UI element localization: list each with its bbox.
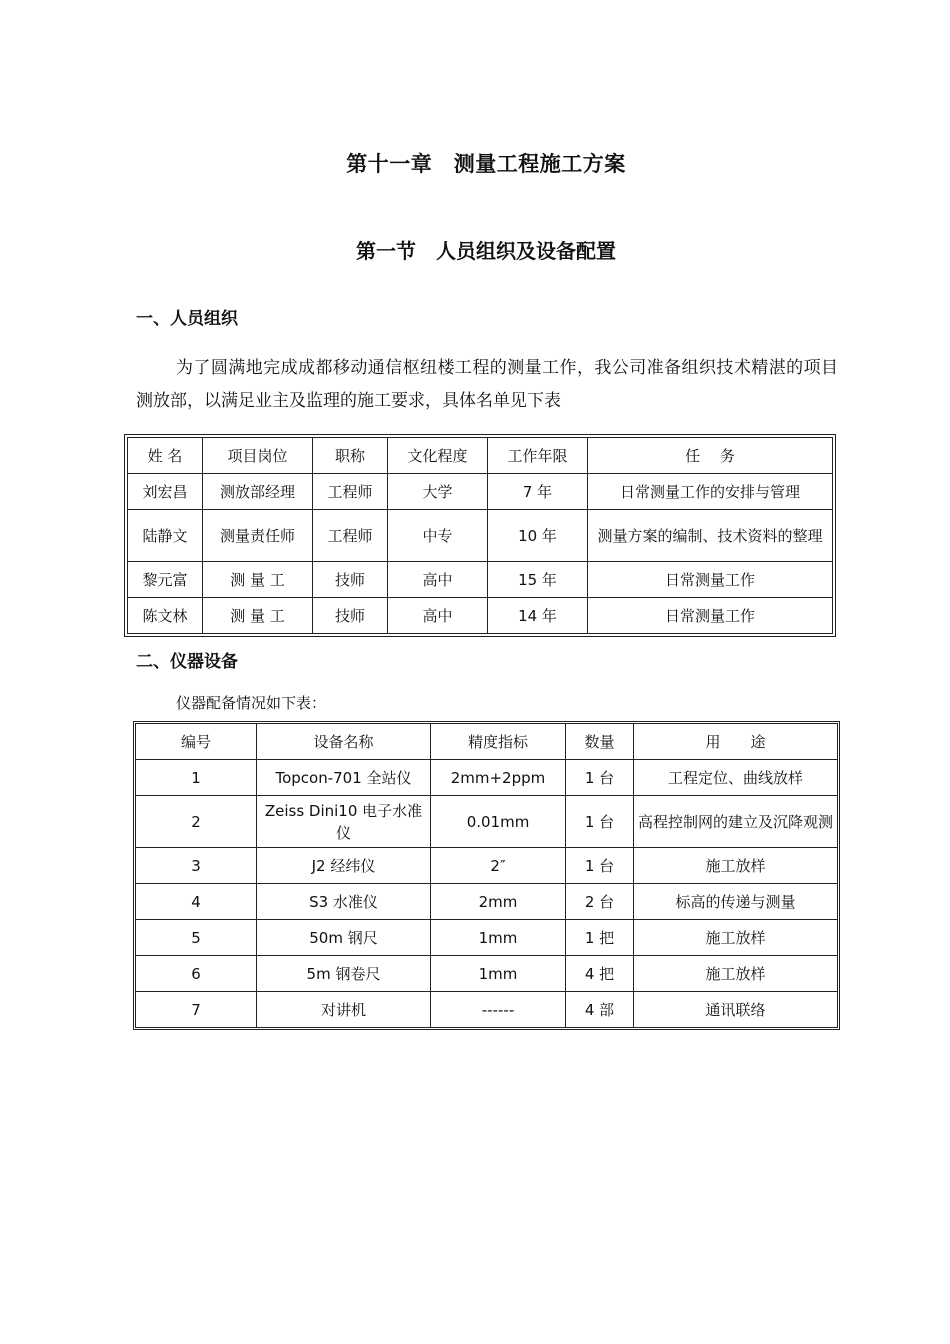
- equipment-note: 仪器配备情况如下表：: [176, 694, 327, 712]
- cell-precision: 1mm: [431, 920, 566, 956]
- personnel-paragraph: 为了圆满地完成成都移动通信枢纽楼工程的测量工作，我公司准备组织技术精湛的项目测放部，以满足业主及监理的施工要求，具体名单见下表: [136, 358, 838, 411]
- cell-title: 技师: [313, 598, 388, 634]
- header-usage: 用 途: [634, 724, 838, 760]
- header-title: 职称: [313, 438, 388, 474]
- cell-usage: 通讯联络: [634, 992, 838, 1028]
- cell-years: 7 年: [488, 474, 588, 510]
- staff-header-row: [128, 438, 833, 474]
- header-equipment-name: 设备名称: [257, 724, 431, 760]
- table-row: [128, 474, 833, 510]
- cell-education: 大学: [388, 474, 488, 510]
- cell-equipment-name: J2 经纬仪: [257, 848, 431, 884]
- cell-name: 黎元富: [128, 562, 203, 598]
- cell-precision: 2mm+2ppm: [431, 760, 566, 796]
- cell-education: 高中: [388, 598, 488, 634]
- cell-quantity: 1 台: [566, 760, 634, 796]
- cell-usage: 标高的传递与测量: [634, 884, 838, 920]
- cell-usage: 施工放样: [634, 848, 838, 884]
- cell-education: 中专: [388, 510, 488, 562]
- cell-quantity: 4 部: [566, 992, 634, 1028]
- table-row: [136, 884, 838, 920]
- cell-usage: 施工放样: [634, 956, 838, 992]
- table-row: [136, 920, 838, 956]
- cell-equipment-name: Topcon-701 全站仪: [257, 760, 431, 796]
- header-quantity: 数量: [566, 724, 634, 760]
- header-position: 项目岗位: [203, 438, 313, 474]
- table-row: [136, 796, 838, 848]
- cell-name: 陈文林: [128, 598, 203, 634]
- header-duty: 任 务: [588, 438, 833, 474]
- cell-quantity: 1 台: [566, 796, 634, 848]
- cell-number: 4: [136, 884, 257, 920]
- cell-title: 工程师: [313, 474, 388, 510]
- chapter-title: 第十一章 测量工程施工方案: [346, 152, 626, 176]
- cell-duty: 测量方案的编制、技术资料的整理: [588, 510, 833, 562]
- cell-years: 14 年: [488, 598, 588, 634]
- cell-number: 5: [136, 920, 257, 956]
- cell-equipment-name: S3 水准仪: [257, 884, 431, 920]
- cell-name: 刘宏昌: [128, 474, 203, 510]
- cell-education: 高中: [388, 562, 488, 598]
- cell-precision: 2″: [431, 848, 566, 884]
- table-row: [136, 956, 838, 992]
- cell-precision: 1mm: [431, 956, 566, 992]
- cell-position: 测 量 工: [203, 562, 313, 598]
- cell-title: 工程师: [313, 510, 388, 562]
- cell-equipment-name: Zeiss Dini10 电子水准仪: [257, 796, 431, 848]
- cell-years: 15 年: [488, 562, 588, 598]
- equipment-table: [135, 723, 838, 1028]
- cell-equipment-name: 5m 钢卷尺: [257, 956, 431, 992]
- table-row: [136, 992, 838, 1028]
- header-precision: 精度指标: [431, 724, 566, 760]
- personnel-heading: 一、人员组织: [136, 309, 238, 329]
- table-row: [136, 760, 838, 796]
- cell-duty: 日常测量工作: [588, 598, 833, 634]
- cell-quantity: 4 把: [566, 956, 634, 992]
- cell-equipment-name: 对讲机: [257, 992, 431, 1028]
- equipment-heading: 二、仪器设备: [136, 652, 238, 672]
- cell-number: 7: [136, 992, 257, 1028]
- table-row: [128, 562, 833, 598]
- cell-quantity: 2 台: [566, 884, 634, 920]
- cell-precision: ------: [431, 992, 566, 1028]
- equipment-header-row: [136, 724, 838, 760]
- cell-duty: 日常测量工作: [588, 562, 833, 598]
- header-number: 编号: [136, 724, 257, 760]
- cell-number: 6: [136, 956, 257, 992]
- cell-quantity: 1 把: [566, 920, 634, 956]
- header-years: 工作年限: [488, 438, 588, 474]
- header-education: 文化程度: [388, 438, 488, 474]
- header-name: 姓 名: [128, 438, 203, 474]
- cell-precision: 2mm: [431, 884, 566, 920]
- cell-position: 测 量 工: [203, 598, 313, 634]
- cell-years: 10 年: [488, 510, 588, 562]
- cell-position: 测放部经理: [203, 474, 313, 510]
- table-row: [136, 848, 838, 884]
- cell-duty: 日常测量工作的安排与管理: [588, 474, 833, 510]
- cell-number: 1: [136, 760, 257, 796]
- section-title: 第一节 人员组织及设备配置: [356, 239, 616, 263]
- table-row: [128, 510, 833, 562]
- staff-table: [127, 437, 833, 634]
- cell-number: 3: [136, 848, 257, 884]
- table-row: [128, 598, 833, 634]
- cell-usage: 施工放样: [634, 920, 838, 956]
- cell-precision: 0.01mm: [431, 796, 566, 848]
- cell-usage: 工程定位、曲线放样: [634, 760, 838, 796]
- cell-title: 技师: [313, 562, 388, 598]
- cell-usage: 高程控制网的建立及沉降观测: [634, 796, 838, 848]
- cell-quantity: 1 台: [566, 848, 634, 884]
- cell-name: 陆静文: [128, 510, 203, 562]
- cell-number: 2: [136, 796, 257, 848]
- cell-position: 测量责任师: [203, 510, 313, 562]
- cell-equipment-name: 50m 钢尺: [257, 920, 431, 956]
